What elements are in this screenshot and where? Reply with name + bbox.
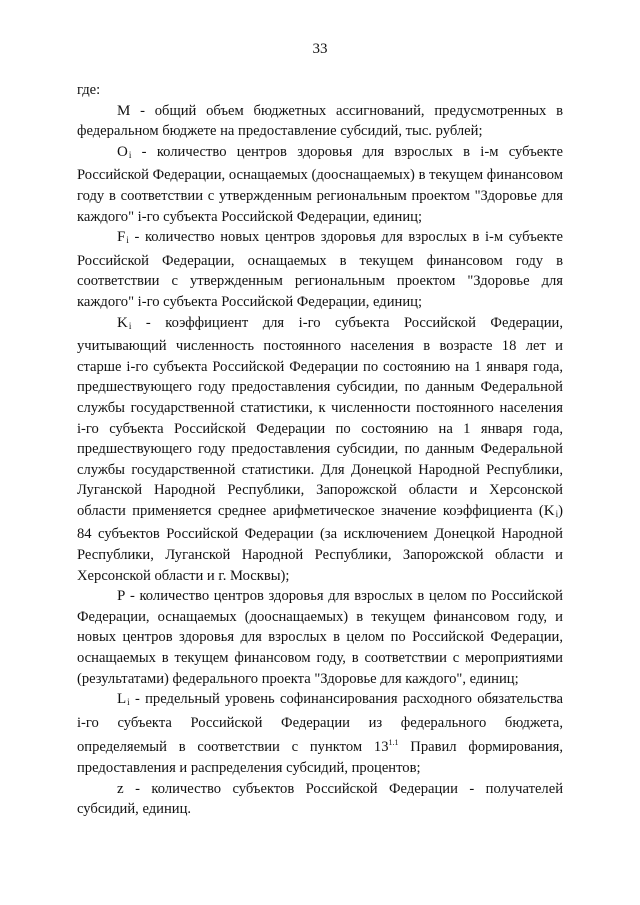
inline-symbol-k: K xyxy=(543,502,555,519)
symbol-m: М xyxy=(117,102,131,119)
definition-ki-text: - коэффициент для i-го субъекта Российской Федерации, учитывающий численность постоянного населения в возрасте 18 лет и старше i-го субъекта Российской Федерации по состоянию на 1 января года, предшествующего году предоставления субсидии, по данным Федеральной службы государственной статистики, к численности постоянного населения i-го субъекта Российской Федерации по состоянию на 1 января года, предшествующего году предоставления субсидии, по данным Федеральной службы государственной статистики. Для Донецкой Народной Республики, Луганской Народной Республики, Запорожской области и Херсонской области применяется среднее арифметическое значение коэффициента xyxy=(77,314,563,519)
definition-fi-text: - количество новых центров здоровья для взрослых в i-м субъекте Российской Федерации, оснащаемых в текущем финансовом году в соответствии с утвержденным региональным проектом "Здоровье для каждого" i-го субъекта Российской Федерации, единиц; xyxy=(77,229,563,310)
definition-m-text: - общий объем бюджетных ассигнований, предусмотренных в федеральном бюджете на предоставление субсидий, тыс. рублей; xyxy=(77,102,563,140)
inline-formula: $(K_i)$ xyxy=(538,502,563,519)
definition-li-text: - предельный уровень софинансирования расходного обязательства i-го субъекта Российской Федерации из федерального бюджета, определяемый в соответствии с пунктом 13 xyxy=(77,691,563,756)
symbol-l: L xyxy=(117,691,127,708)
definition-li-text-after: Правил формирования, предоставления и распределения субсидий, процентов; xyxy=(77,739,564,776)
definition-oi-text: - количество центров здоровья для взрослых в i-м субъекте Российской Федерации, оснащаемых (дооснащаемых) в текущем финансовом году в соответствии с утвержденным региональным проектом "Здоровье для каждого" i-го субъекта Российской Федерации, единиц; xyxy=(77,143,563,225)
definition-ki-text-after: 84 субъектов Российской Федерации (за исключением Донецкой Народной Республики, Луганской Народной Республики, Запорожской области и Херсонской области и г. Москвы); xyxy=(77,526,563,584)
symbol-l-subscript: i xyxy=(127,697,130,708)
symbol-p: Р xyxy=(117,588,126,605)
definition-p-text: - количество центров здоровья для взрослых в целом по Российской Федерации, оснащаемых (дооснащаемых) в текущем финансовом году, и новых центров здоровья для взрослых в целом по Российской Федерации, оснащаемых в текущем финансовом году, в соответствии с мероприятиями (результатами) федерального проекта "Здоровье для каждого", единиц; xyxy=(77,588,563,687)
document-body xyxy=(77,80,563,820)
definition-oi xyxy=(77,142,563,227)
definition-ki xyxy=(77,313,563,587)
definition-fi xyxy=(77,227,563,312)
definition-p xyxy=(77,586,563,689)
page-number: 33 xyxy=(312,41,328,57)
definition-z xyxy=(77,779,563,820)
symbol-z: z xyxy=(117,780,124,797)
definition-m xyxy=(77,101,563,142)
symbol-o-subscript: i xyxy=(128,149,132,160)
clause-superscript: 1.1 xyxy=(388,738,399,748)
definition-li xyxy=(77,689,563,778)
symbol-k: K xyxy=(117,314,128,331)
symbol-k-subscript: i xyxy=(128,320,132,331)
symbol-f: F xyxy=(117,229,126,246)
symbol-o: O xyxy=(117,143,128,160)
definition-z-text: - количество субъектов Российской Федерации - получателей субсидий, единиц. xyxy=(77,780,563,818)
symbol-f-subscript: i xyxy=(126,235,129,246)
where-intro: где: xyxy=(77,82,101,98)
inline-symbol-k-subscript: i xyxy=(555,508,559,519)
